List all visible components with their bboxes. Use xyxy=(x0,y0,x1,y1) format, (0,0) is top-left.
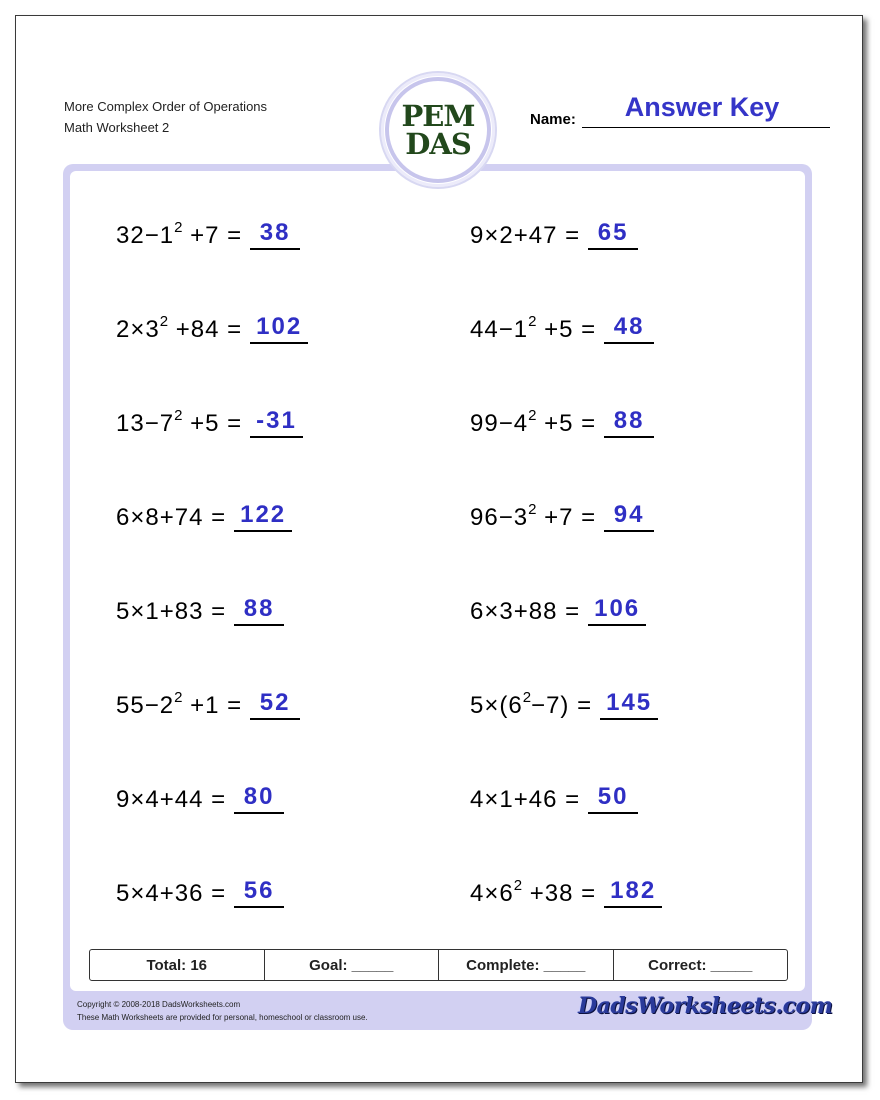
problem-right-7 xyxy=(470,774,638,814)
problem-expression: $99-4^2 +5$ = xyxy=(470,407,597,437)
score-total: Total: 16 xyxy=(90,950,265,980)
problem-left-1 xyxy=(116,210,300,250)
score-complete: Complete: _____ xyxy=(439,950,614,980)
badge-line-1: PEM xyxy=(401,99,475,133)
problem-right-1 xyxy=(470,210,638,250)
title-line-1: More Complex Order of Operations xyxy=(64,99,268,114)
score-bar xyxy=(89,949,788,981)
problem-left-3 xyxy=(116,398,303,438)
problem-left-5 xyxy=(116,586,284,626)
dadsworksheets-logo: DadsWorksheets.com xyxy=(578,993,833,1019)
answer-blank: 102 xyxy=(250,314,308,344)
problem-left-2 xyxy=(116,304,308,344)
problem-expression: 5×4+36 = xyxy=(116,880,227,907)
answer-blank: 122 xyxy=(234,502,292,532)
answer-blank: 106 xyxy=(588,596,646,626)
problem-expression: $13-7^2 +5$ = xyxy=(116,407,243,437)
problem-expression: $55-2^2 +1$ = xyxy=(116,689,243,719)
copyright-notice xyxy=(77,998,368,1024)
answer-blank: 94 xyxy=(604,502,654,532)
problem-left-6 xyxy=(116,680,300,720)
problem-right-2 xyxy=(470,304,654,344)
problem-right-4 xyxy=(470,492,654,532)
usage-line: These Math Worksheets are provided for personal, homeschool or classroom use. xyxy=(77,1013,368,1022)
answer-blank: 88 xyxy=(234,596,284,626)
score-correct: Correct: _____ xyxy=(648,956,753,974)
name-label: Name: xyxy=(530,111,576,128)
score-goal: Goal: _____ xyxy=(265,950,440,980)
answer-blank: 52 xyxy=(250,690,300,720)
answer-blank: 50 xyxy=(588,784,638,814)
problem-left-4 xyxy=(116,492,292,532)
problem-expression: 4×1+46 = xyxy=(470,786,581,813)
problem-expression: $4\times 6^2 +38$ = xyxy=(470,877,597,907)
problem-left-7 xyxy=(116,774,284,814)
badge-line-2: DAS xyxy=(405,127,471,161)
answer-key-title: Answer Key xyxy=(624,92,780,122)
problem-expression: $44-1^2 +5$ = xyxy=(470,313,597,343)
worksheet-title xyxy=(64,96,267,138)
problem-right-8 xyxy=(470,868,662,908)
answer-blank: 65 xyxy=(588,220,638,250)
answer-blank: 80 xyxy=(234,784,284,814)
problem-right-5 xyxy=(470,586,646,626)
pemdas-badge xyxy=(379,71,497,189)
problem-expression: $32-1^2 +7$ = xyxy=(116,219,243,249)
problem-right-6 xyxy=(470,680,658,720)
problem-expression: 6×8+74 = xyxy=(116,504,227,531)
problem-right-3 xyxy=(470,398,654,438)
pemdas-badge-inner xyxy=(385,77,491,183)
problem-left-8 xyxy=(116,868,284,908)
name-line xyxy=(582,127,830,128)
problem-expression: $2\times 3^2 +84$ = xyxy=(116,313,243,343)
title-line-2: Math Worksheet 2 xyxy=(64,120,170,135)
problem-expression: $96-3^2 +7$ = xyxy=(470,501,597,531)
problem-expression: 9×2+47 = xyxy=(470,222,581,249)
problem-expression: $5\times(6^2-7)$ = xyxy=(470,689,593,719)
copyright-line: Copyright © 2008-2018 DadsWorksheets.com xyxy=(77,1000,241,1009)
answer-blank: 56 xyxy=(234,878,284,908)
answer-blank: 182 xyxy=(604,878,662,908)
problem-expression: 6×3+88 = xyxy=(470,598,581,625)
answer-blank: 88 xyxy=(604,408,654,438)
answer-blank: 38 xyxy=(250,220,300,250)
answer-blank: -31 xyxy=(250,408,303,438)
problem-expression: 9×4+44 = xyxy=(116,786,227,813)
answer-blank: 145 xyxy=(600,690,658,720)
answer-blank: 48 xyxy=(604,314,654,344)
problem-expression: 5×1+83 = xyxy=(116,598,227,625)
